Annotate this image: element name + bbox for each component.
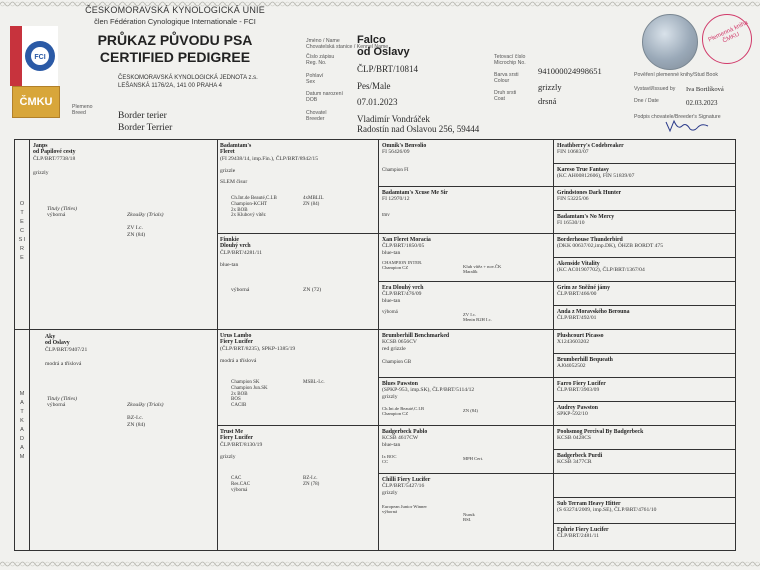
breeder-address: Radostín nad Oslavou 256, 59444 [357,124,480,134]
gen3-entry: Era Dlouhý vrch ČLP/BRT/476/09 blue-tan výborná [382,285,424,316]
dog-name-line2: od Oslavy [357,46,410,58]
gen4-entry: Badgerbeck Purdi KCSB 3477CR [557,453,603,466]
sire-sire-exams: 4xMBLIL ZN (84) [303,196,324,207]
gen3-entry-note: ZN (84) [463,408,478,413]
gen4-entry: Akenside Vitality (KC AC01907702), ČLP/BRT/1367/04 [557,261,645,274]
dob-label: Datum narození DOB [306,91,343,103]
gen3-entry-note: Nuruk BSI. [463,512,475,523]
dam-sire-titles: Champion SK Champion Jun.SK 2x BOB BOS CACIB [231,380,268,409]
gen4-entry: Farro Fiery Lucifer ČLP/BRT/3903/09 [557,381,606,394]
gen3-entry: Chilli Fiery Lucifer ČLP/BRT/5427/16 grizzly European Junior Winner výborná [382,477,431,515]
reg-label: Číslo zápisu Reg. No. [306,54,335,66]
studbook-stamp-text: Plemenná kniha ČMKU [707,19,750,45]
breed-en: Border Terrier [118,123,173,133]
hologram-seal-icon [642,14,698,70]
dog-name-line1: Falco [357,34,386,46]
microchip-number: 941000024998651 [538,66,602,76]
gen3-entry-note: ZV I.c. Menin B2H I.c. [463,312,492,323]
gen4-entry: Kareso True Fantasy (KC AH00812606), FIN 51839/07 [557,167,635,180]
gen4-entry: Audrey Pawston SPKP-592/10 [557,405,598,418]
date-label: Dne / Date [634,98,659,104]
cmku-logo [12,86,60,118]
sire-sire-titles: Ch.Int.de Beauté,C.I.B Champion-KCHT 2x BOB 2x Klubový vítěz [231,196,277,219]
sire-dam-titles: výborná [231,287,250,293]
gen3-entry: Blues Pawston (SPKP-953, imp.SK), ČLP/BRT/5114/12 grizzly Ch.Int.de Beauté,C.I.B Champion CZ [382,381,475,417]
gen4-entry: Heathberry's Codebreaker FIN 10683/07 [557,143,624,156]
issue-date: 02.03.2023 [686,99,718,107]
dam-exams: Zkoušky (Trials) BZ-I.c. ZN (84) [127,402,164,428]
gen3-entry: Badgerbeck Pablo KCSB 4617CW blue-tan Ix BOC CC [382,429,428,465]
dam-side-label: M A T K A D A M [19,391,25,460]
dam-dam-titles: CAC Res.CAC výborná [231,476,251,493]
reg-number: ČLP/BRT/10814 [357,64,418,74]
gen4-entry: Badamtam's No Mercy FI 16530/10 [557,214,615,227]
club-address: LEŠANSKÁ 1176/2A, 141 00 PRAHA 4 [118,83,222,89]
sire-cell: Janps od Papilové cesty ČLP/BRT/7738/18 grizzly [33,143,76,177]
gen4-entry: Anda z Moravského Berouna ČLP/BRT/492/01 [557,309,630,322]
breeder-label: Chovatel Breeder [306,110,327,122]
gen3-entry-note: MPH Cert. [463,456,484,461]
breeder-signature [664,118,710,134]
fci-logo [10,26,58,86]
gen3-entry: Omnik's Benvolio FI 56426/09 Champion FI [382,143,427,173]
sire-dam-cell: Finnkie Dlouhý vrch ČLP/BRT/4281/11 blue-tan [220,237,263,269]
colour-value: grizzly [538,82,562,92]
sex-label: Pohlaví Sex [306,73,324,85]
issued-by-value: Iva Bortlíková [686,86,724,93]
fci-logo-text: FCI [34,54,46,61]
dam-sire-exams: MSBL-I.c. [303,380,325,385]
dam-sire-cell: Urus Lambo Fiery Lucifer (ČLP/BRT/8235), SPKP-1385/19 modrá a tříslová [220,333,296,365]
dam-titles: Tituly (Titles) výborná [47,396,77,409]
name-label: Jméno / Name Chovatelská stanice / Kennel Name [306,38,389,50]
gen3-entry-note: Klub vítěz + nov.ČK Maralík [463,264,502,275]
cmku-logo-text: ČMKU [19,96,53,108]
studbook-stamp-icon [702,14,752,64]
sire-sire-cell: Badamtam's Fleret (FI 29438/14, imp.Fin.), ČLP/BRT/8942/15 grizzle SLEM čisur [220,143,319,185]
gen4-entry: Sub Terram Heavy Hitter (S 63274/2009, imp.SE), ČLP/BRT/4761/10 [557,501,657,514]
gen4-entry: Borderhouse Thunderbird (DKK 00637/02,imp.DK), ÖHZB BORDT 475 [557,237,664,250]
dam-dam-exams: BZ-I.c. ZN (78) [303,476,320,487]
coat-value: drsná [538,96,557,106]
coat-label: Druh srsti Coat [494,90,517,102]
gen3-entry: Xan Fleret Moracia ČLP/BRT/1850/05 blue-tan CHAMPION INTER. Champion CZ [382,237,431,271]
org-membership: člen Fédération Cynologique Internationale - FCI [94,17,256,26]
studbook-label: Pověření plemenné knihy/Stud Book [634,72,718,78]
colour-label: Barva srsti Colour [494,72,519,84]
gen4-entry: Plushcourt Picasso X1243603202 [557,333,604,346]
breeder-name: Vladimír Vondráček [357,114,430,124]
gen4-entry: Brumberhill Bequeath AJ04052502 [557,357,613,370]
pedigree-table [14,139,736,551]
gen3-entry: Brumberhill Benchmarked KCSB 0656CV red grizzle Champion GB [382,333,450,366]
dob-value: 07.01.2023 [357,97,398,107]
club-name: ČESKOMORAVSKÁ KYNOLOGICKÁ JEDNOTA z.s. [118,75,258,81]
sire-titles: Tituly (Titles) výborná [47,206,77,219]
gen4-entry: Poohsmog Percival By Badgerbeck KCSB 0428CS [557,429,644,442]
breed-label: Plemeno Breed [72,104,93,116]
title-cz: PRŮKAZ PŮVODU PSA [97,32,253,48]
bottom-border-ornament [0,560,760,568]
dam-dam-cell: Trust Me Fiery Lucifer ČLP/BRT/8130/19 grizzly [220,429,263,461]
org-name: ČESKOMORAVSKÁ KYNOLOGICKÁ UNIE [85,5,265,15]
sire-side-label: O T E C S I R E [18,201,26,261]
issued-by-label: Vystavil/Issued by [634,86,676,92]
gen3-entry: Badamtam's Xcuse Me Sir FI 12970/12 tmv [382,190,448,218]
fci-emblem-icon [10,26,58,86]
signature-label: Podpis chovatele/Breeder's Signature [634,114,721,120]
title-en: CERTIFIED PEDIGREE [99,49,251,65]
microchip-label: Tetovací číslo Microchip No. [494,54,526,66]
sire-dam-exams: ZN (72) [303,287,322,293]
dam-cell: Aky od Oslavy ČLP/BRT/9407/21 modrá a tříslová [45,334,88,368]
gen4-entry: Grim ze Sněžné jámy ČLP/BRT/466/00 [557,285,610,298]
sire-exams: Zkoušky (Trials) ZV I.c. ZN (84) [127,212,164,238]
sex-value: Pes/Male [357,81,391,91]
breed-cz: Border terier [118,111,167,121]
gen4-entry: Ephrie Fiery Lucifer ČLP/BRT/2481/11 [557,527,609,540]
gen4-entry: Grindstones Dark Hunter FIN 53225/06 [557,190,622,203]
